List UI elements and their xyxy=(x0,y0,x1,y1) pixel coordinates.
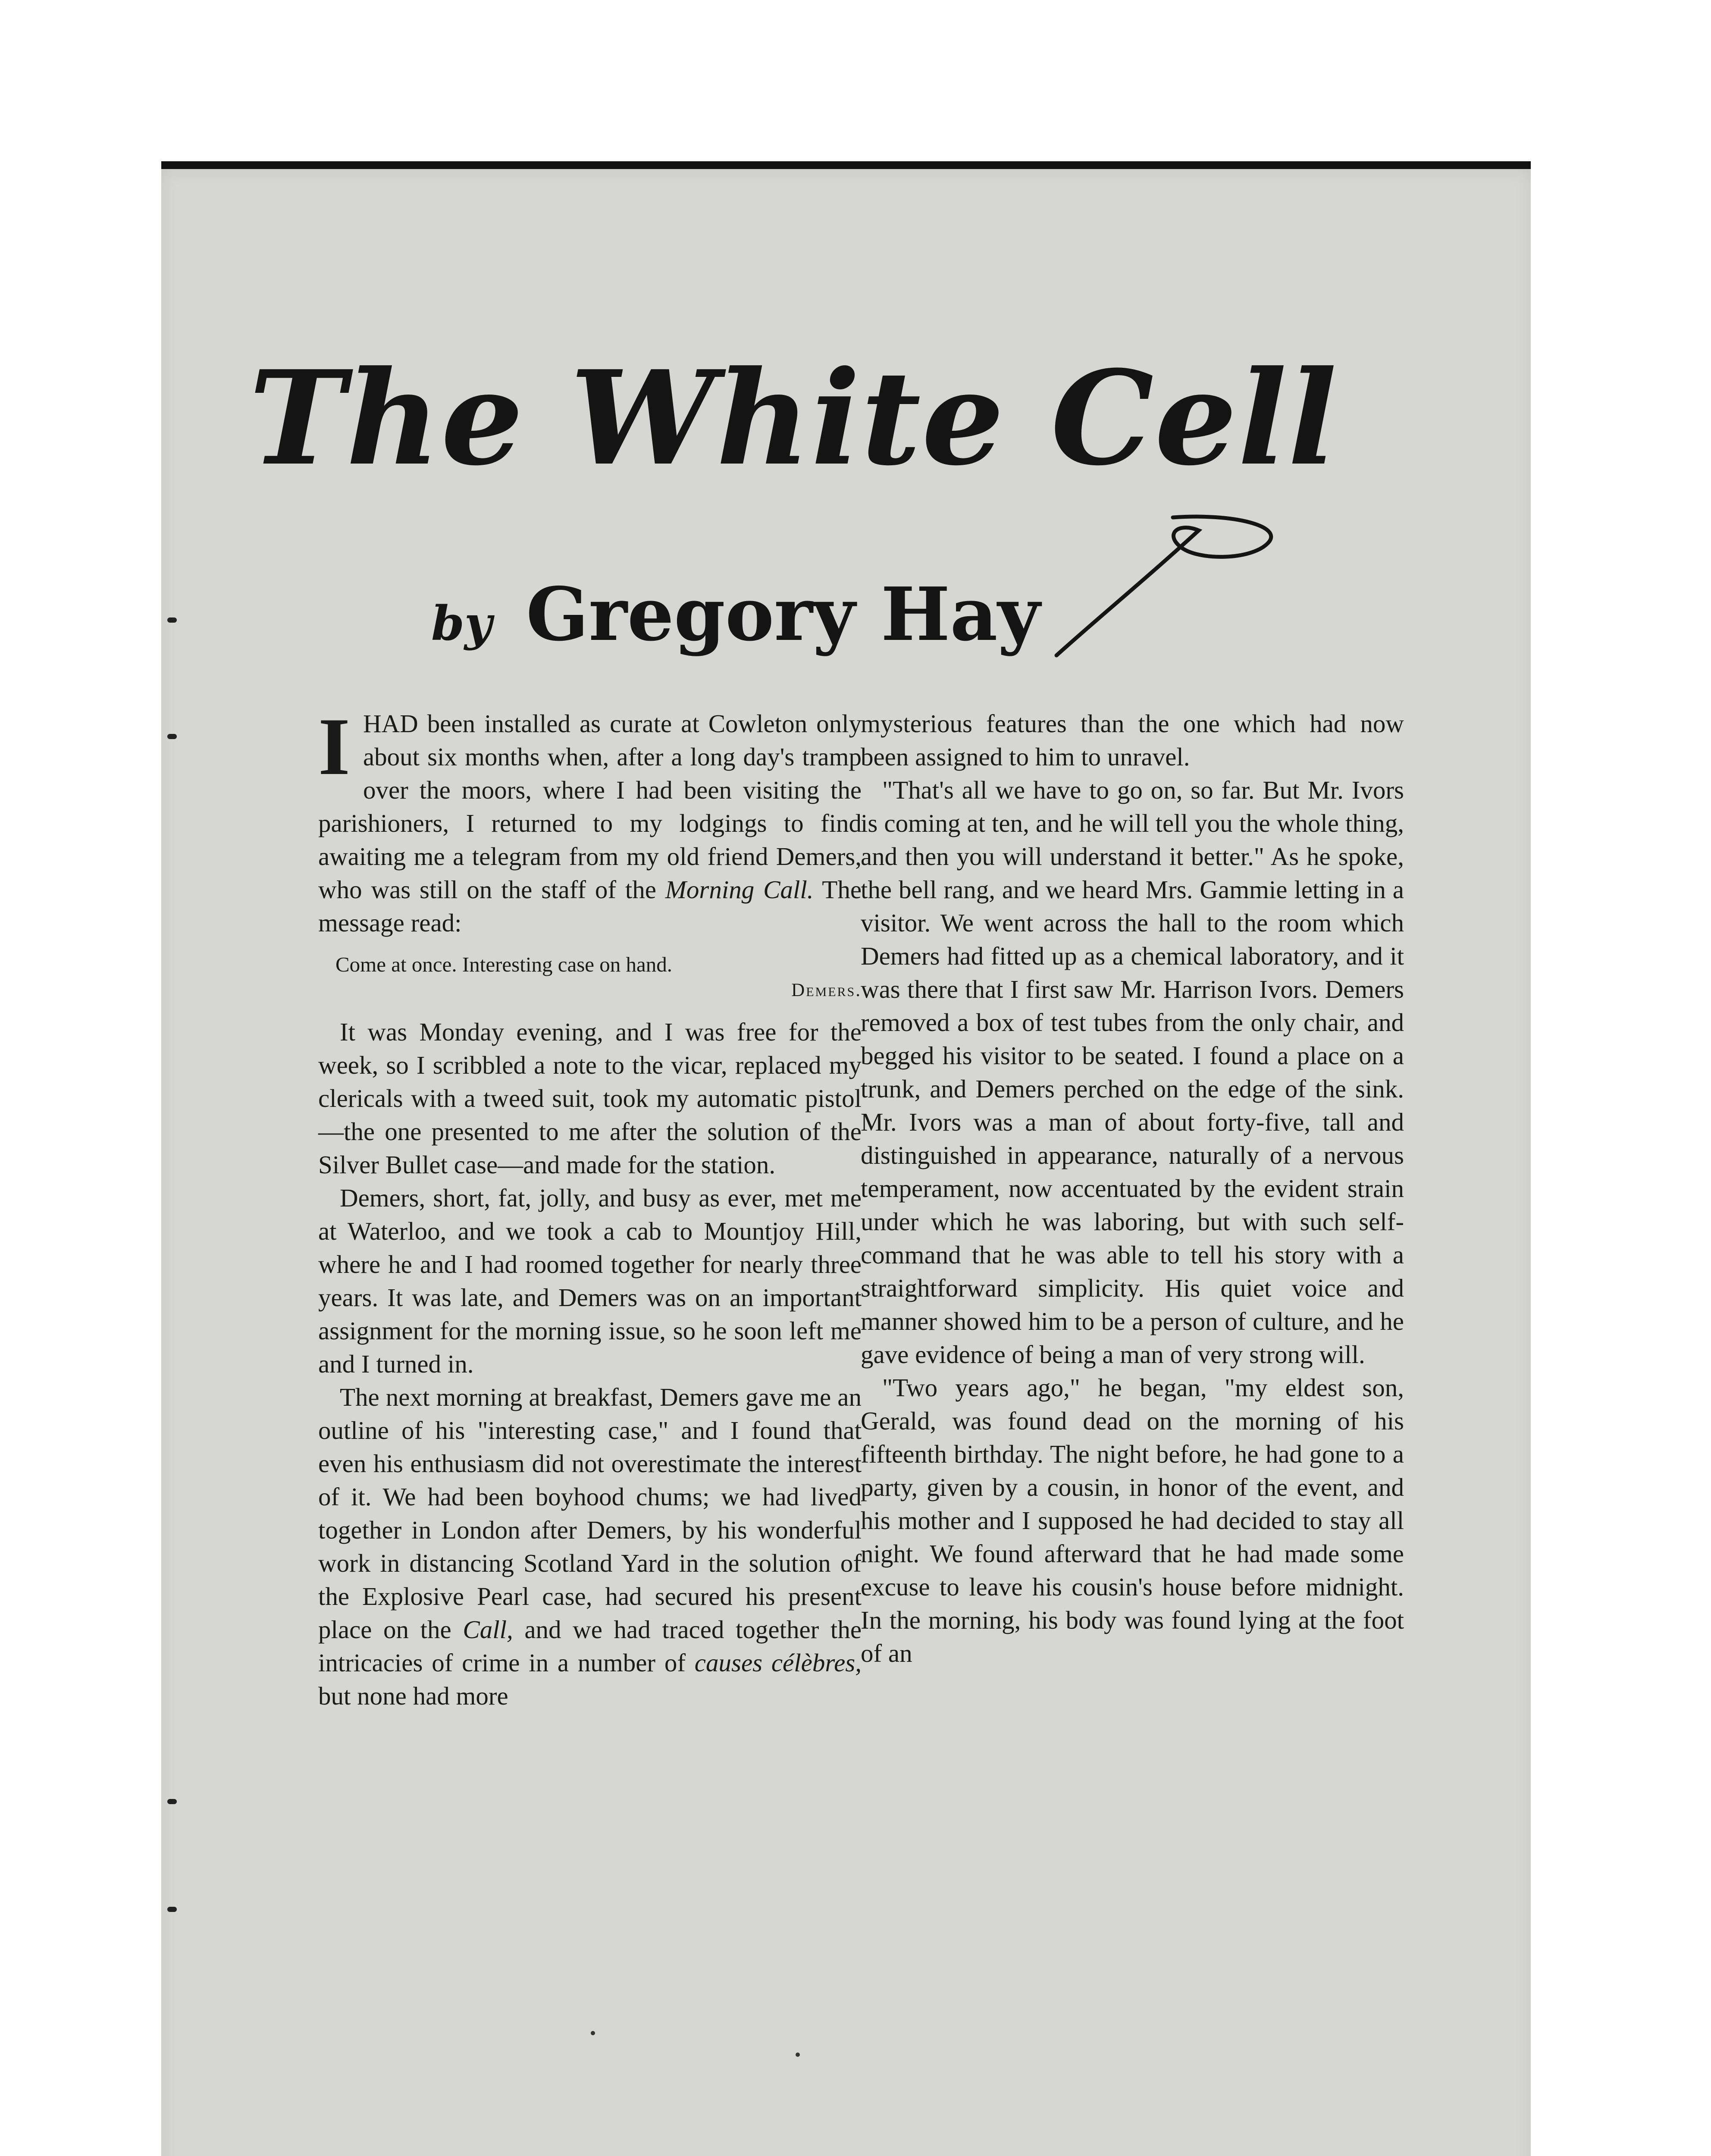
paragraph xyxy=(318,1381,862,1713)
paragraph: It was Monday evening, and I was free for the week, so I scribbled a note to the vicar, replaced my clericals with a tweed suit, took my automatic pistol —the one presented to me after the solution of the Silver Bullet case—and made for the station. xyxy=(318,1018,862,1179)
text-column-right xyxy=(861,707,1404,1670)
paragraph-text: but none had more xyxy=(318,1682,508,1710)
binding-hole xyxy=(167,1799,177,1804)
telegram-signature: Demers. xyxy=(791,980,862,1000)
paragraph-text: The message read: xyxy=(318,875,862,937)
byline-prefix: by xyxy=(431,595,492,651)
italic-text: Call, xyxy=(463,1615,513,1644)
paragraph: Demers, short, fat, jolly, and busy as ever, met me at Waterloo, and we took a cab to Mountjoy Hill, where he and I had roomed together for nearly three years. It was late, and Demers was on an important assignment for the morning issue, so he soon left me and I turned in. xyxy=(318,1184,862,1378)
binding-hole xyxy=(167,734,177,739)
byline xyxy=(431,571,1294,658)
paragraph: "That's all we have to go on, so far. But Mr. Ivors is coming at ten, and he will tell you the whole thing, and then you will understand it better." As he spoke, the bell rang, and we heard Mrs. Gammie letting in a visitor. We went across the hall to the room which Demers had fitted up as a chemical laboratory, and it was there that I first saw Mr. Harrison Ivors. Demers removed a box of test tubes from the only chair, and begged his visitor to be seated. I found a place on a trunk, and Demers perched on the edge of the sink. Mr. Ivors was a man of about forty-five, tall and distinguished in appearance, naturally of a nervous temperament, now accentuated by the evident strain under which he was laboring, but with such self-command that he was able to tell his story with a straightforward simplicity. His quiet voice and manner showed him to be a person of culture, and he gave evidence of being a man of very strong will. xyxy=(861,776,1404,1369)
newspaper-name: Morning Call. xyxy=(665,875,814,904)
paragraph-text: and we had traced together the intricacies of crime in a number of xyxy=(318,1615,862,1677)
article-title: The White Cell xyxy=(249,342,1338,494)
telegram-text: Come at once. Interesting case on hand. xyxy=(335,953,673,976)
binding-hole xyxy=(167,1907,177,1912)
italic-text: causes célèbres, xyxy=(694,1648,862,1677)
binding-hole xyxy=(167,617,177,623)
paragraph-text: The next morning at breakfast, Demers gave me an outline of his "interesting case," and I found that even his enthusiasm did not overestimate the interest of it. We had been boyhood chums; we had lived together in London after Demers, by his wonderful work in distancing Scotland Yard in the solution of the Explosive Pearl case, had secured his present place on the xyxy=(318,1383,862,1644)
top-border xyxy=(161,161,1531,169)
telegram-message xyxy=(335,952,862,1003)
print-speck xyxy=(796,2053,800,2057)
author-name: Gregory Hay xyxy=(526,571,1040,658)
paragraph-text: HAD been installed as curate at Cowleton only about six months when, after a long day's tramp over the moors, where I had been visiting the parishioners, I returned to my lodgings to find awaiting me a telegram from my old friend Demers, who was still on the staff of the xyxy=(318,709,862,904)
paragraph xyxy=(318,702,862,940)
paragraph: mysterious features than the one which had now been assigned to him to unravel. xyxy=(861,709,1404,771)
print-speck xyxy=(591,2031,595,2035)
text-column-left xyxy=(318,702,862,1713)
paragraph: "Two years ago," he began, "my eldest son, Gerald, was found dead on the morning of his fifteenth birthday. The night before, he had gone to a party, given by a cousin, in honor of the event, and his mother and I supposed he had decided to stay all night. We found afterward that he had made some excuse to leave his cousin's house before midnight. In the morning, his body was found lying at the foot of an xyxy=(861,1373,1404,1667)
drop-cap: I xyxy=(318,702,350,792)
